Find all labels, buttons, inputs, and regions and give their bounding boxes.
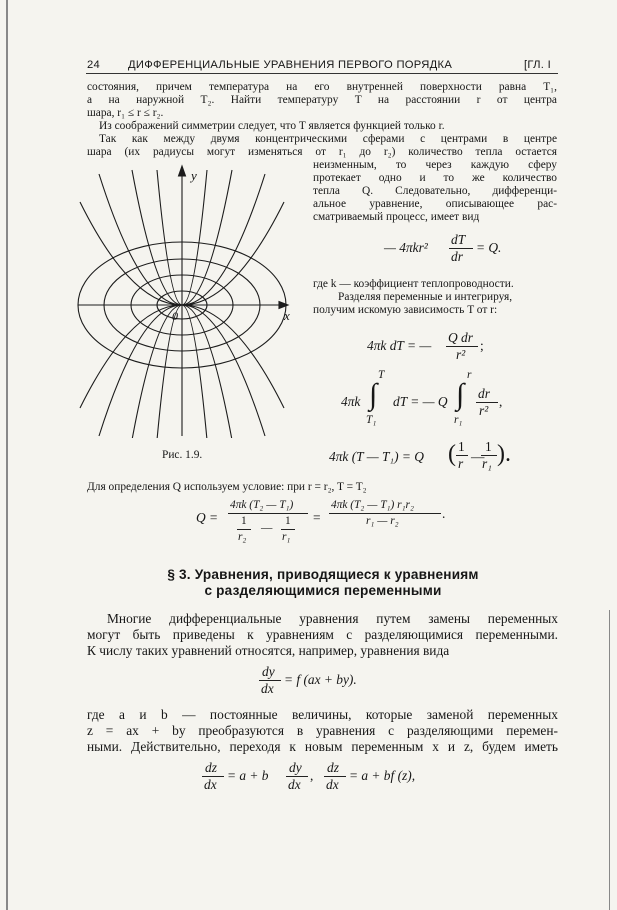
chapter-label: [ГЛ. I <box>524 59 552 71</box>
eq1-lhs: — 4πkr² <box>384 240 428 255</box>
eq1-den: dr <box>451 249 463 264</box>
eq3-integral-sign: ∫ <box>456 378 465 411</box>
eq6-rhs: = f (ax + by). <box>284 672 357 687</box>
eq3-upper-limit: T <box>378 369 385 381</box>
intro-line: состояния, причем температура на его внутренней поверхности равна T₁, <box>87 81 557 93</box>
eq1-rhs: = Q. <box>476 240 502 255</box>
eq3-den: r² <box>479 403 489 418</box>
eq7-num3: dz <box>327 760 339 775</box>
eq4-minus: — <box>471 449 485 464</box>
section-title: с разделяющимися переменными <box>204 583 442 598</box>
q-condition: Для определения Q используем условие: при r = r₂, T = T₂ <box>87 481 367 493</box>
eq3-integral-sign: ∫ <box>369 378 378 411</box>
eq5-den1-minus: — <box>261 522 273 534</box>
origin-label: 0 <box>172 309 178 323</box>
eq3-upper-limit: r <box>467 369 472 381</box>
eq5-den1-b2: r₁ <box>282 531 291 543</box>
text-line: получим искомую зависимость T от r: <box>313 304 498 316</box>
eq5-equals: = <box>313 510 321 525</box>
intro-line: шара (их радиусы могут изменяться от r₁ до r₂) количество тепла остается <box>87 146 557 158</box>
intro-line: сматриваемый процесс, имеет вид <box>313 211 480 223</box>
figure-1-9 <box>74 160 306 438</box>
eq5-tail: . <box>442 506 446 521</box>
body-line: ными. Действительно, переходя к новым переменным x и z, будем иметь <box>87 739 558 754</box>
eq7-den1: dx <box>204 777 217 792</box>
running-title: ДИФФЕРЕНЦИАЛЬНЫЕ УРАВНЕНИЯ ПЕРВОГО ПОРЯДКА <box>128 59 453 71</box>
eq5-den2: r₁ — r₂ <box>366 515 399 527</box>
eq7-comma: , <box>310 768 314 783</box>
eq4-rparen: ). <box>497 441 511 467</box>
eq5-num1: 4πk (T₂ — T₁) <box>230 499 294 511</box>
y-axis-arrow <box>179 166 186 176</box>
intro-line: протекает одно и то же количество <box>313 172 557 184</box>
eq5-fraction-bar <box>329 513 441 514</box>
header-rule <box>86 73 558 74</box>
eq5-num2: 4πk (T₂ — T₁) r₁r₂ <box>331 499 414 511</box>
eq3-num: dr <box>478 386 490 401</box>
eq7-mid2: = a + bf (z), <box>349 768 416 783</box>
eq4-lparen: ( <box>448 441 456 467</box>
eq7-den3: dx <box>326 777 339 792</box>
eq3-lower-limit: r₁ <box>454 414 463 426</box>
eq2-den: r² <box>456 347 466 362</box>
eq2-tail: ; <box>480 338 484 353</box>
eq7-num1: dz <box>205 760 217 775</box>
body-line: К числу таких уравнений относятся, например, уравнения вида <box>87 643 450 658</box>
figure-caption: Рис. 1.9. <box>162 449 203 461</box>
y-axis-label: y <box>191 168 197 183</box>
eq4-den1: r <box>458 456 464 471</box>
body-line: могут быть приведены к уравнениям с разделяющимися переменными. <box>87 627 558 642</box>
intro-line: Из соображений симметрии следует, что T является функцией только r. <box>99 120 445 132</box>
eq5-den1-a2: r₂ <box>238 531 247 543</box>
eq3-mid: dT = — Q <box>393 394 448 409</box>
eq3-tail: , <box>499 394 503 409</box>
intro-line: шара, r₁ ≤ r ≤ r₂. <box>87 107 164 119</box>
eq5-fraction-bar <box>228 513 308 514</box>
text-line: Разделяя переменные и интегрируя, <box>338 291 513 303</box>
eq5-lhs: Q = <box>196 510 219 525</box>
intro-line: неизменным, то через каждую сферу <box>313 159 557 171</box>
eq3-coef: 4πk <box>341 394 361 409</box>
eq4-num1: 1 <box>458 439 465 454</box>
eq2-num: Q dr <box>448 330 473 345</box>
eq6-den: dx <box>261 681 274 696</box>
eq7-mid1: = a + b <box>227 768 269 783</box>
eq5-den1-b: 1 <box>285 515 291 527</box>
intro-line: Так как между двумя концентрическими сферами с центрами в центре <box>99 133 557 145</box>
scan-edge <box>6 0 8 910</box>
eq7-den2: dx <box>288 777 301 792</box>
body-line: z = ax + by преобразуются в уравнения с разделяющими перемен- <box>87 723 558 738</box>
eq2-lhs: 4πk dT = — <box>367 338 432 353</box>
text-line: где k — коэффициент теплопроводности. <box>313 278 514 290</box>
eq7-num2: dy <box>289 760 302 775</box>
eq6-num: dy <box>262 664 275 679</box>
eq4-num2: 1 <box>485 439 492 454</box>
eq4-lhs: 4πk (T — T₁) = Q <box>329 449 424 464</box>
body-line: где a и b — постоянные величины, которые заменой переменных <box>87 707 558 722</box>
eq5-fraction-bar <box>237 529 251 530</box>
page-number: 24 <box>87 59 101 71</box>
body-line: Многие дифференциальные уравнения путем замены переменных <box>107 611 558 626</box>
eq1-num: dT <box>451 232 466 247</box>
eq5-fraction-bar <box>281 529 295 530</box>
intro-line: альное уравнение, описывающее рас- <box>313 198 557 210</box>
section-title: § 3. Уравнения, приводящиеся к уравнениям <box>167 567 479 582</box>
scan-edge <box>609 610 610 910</box>
eq5-den1-a: 1 <box>241 515 247 527</box>
eq3-lower-limit: T₁ <box>366 414 377 426</box>
x-axis-label: x <box>284 308 290 323</box>
intro-line: а на наружной T₂. Найти температуру T на расстоянии r от центра <box>87 94 557 106</box>
eq4-den2: r₁ <box>482 456 492 471</box>
intro-line: тепла Q. Следовательно, дифференци- <box>313 185 557 197</box>
